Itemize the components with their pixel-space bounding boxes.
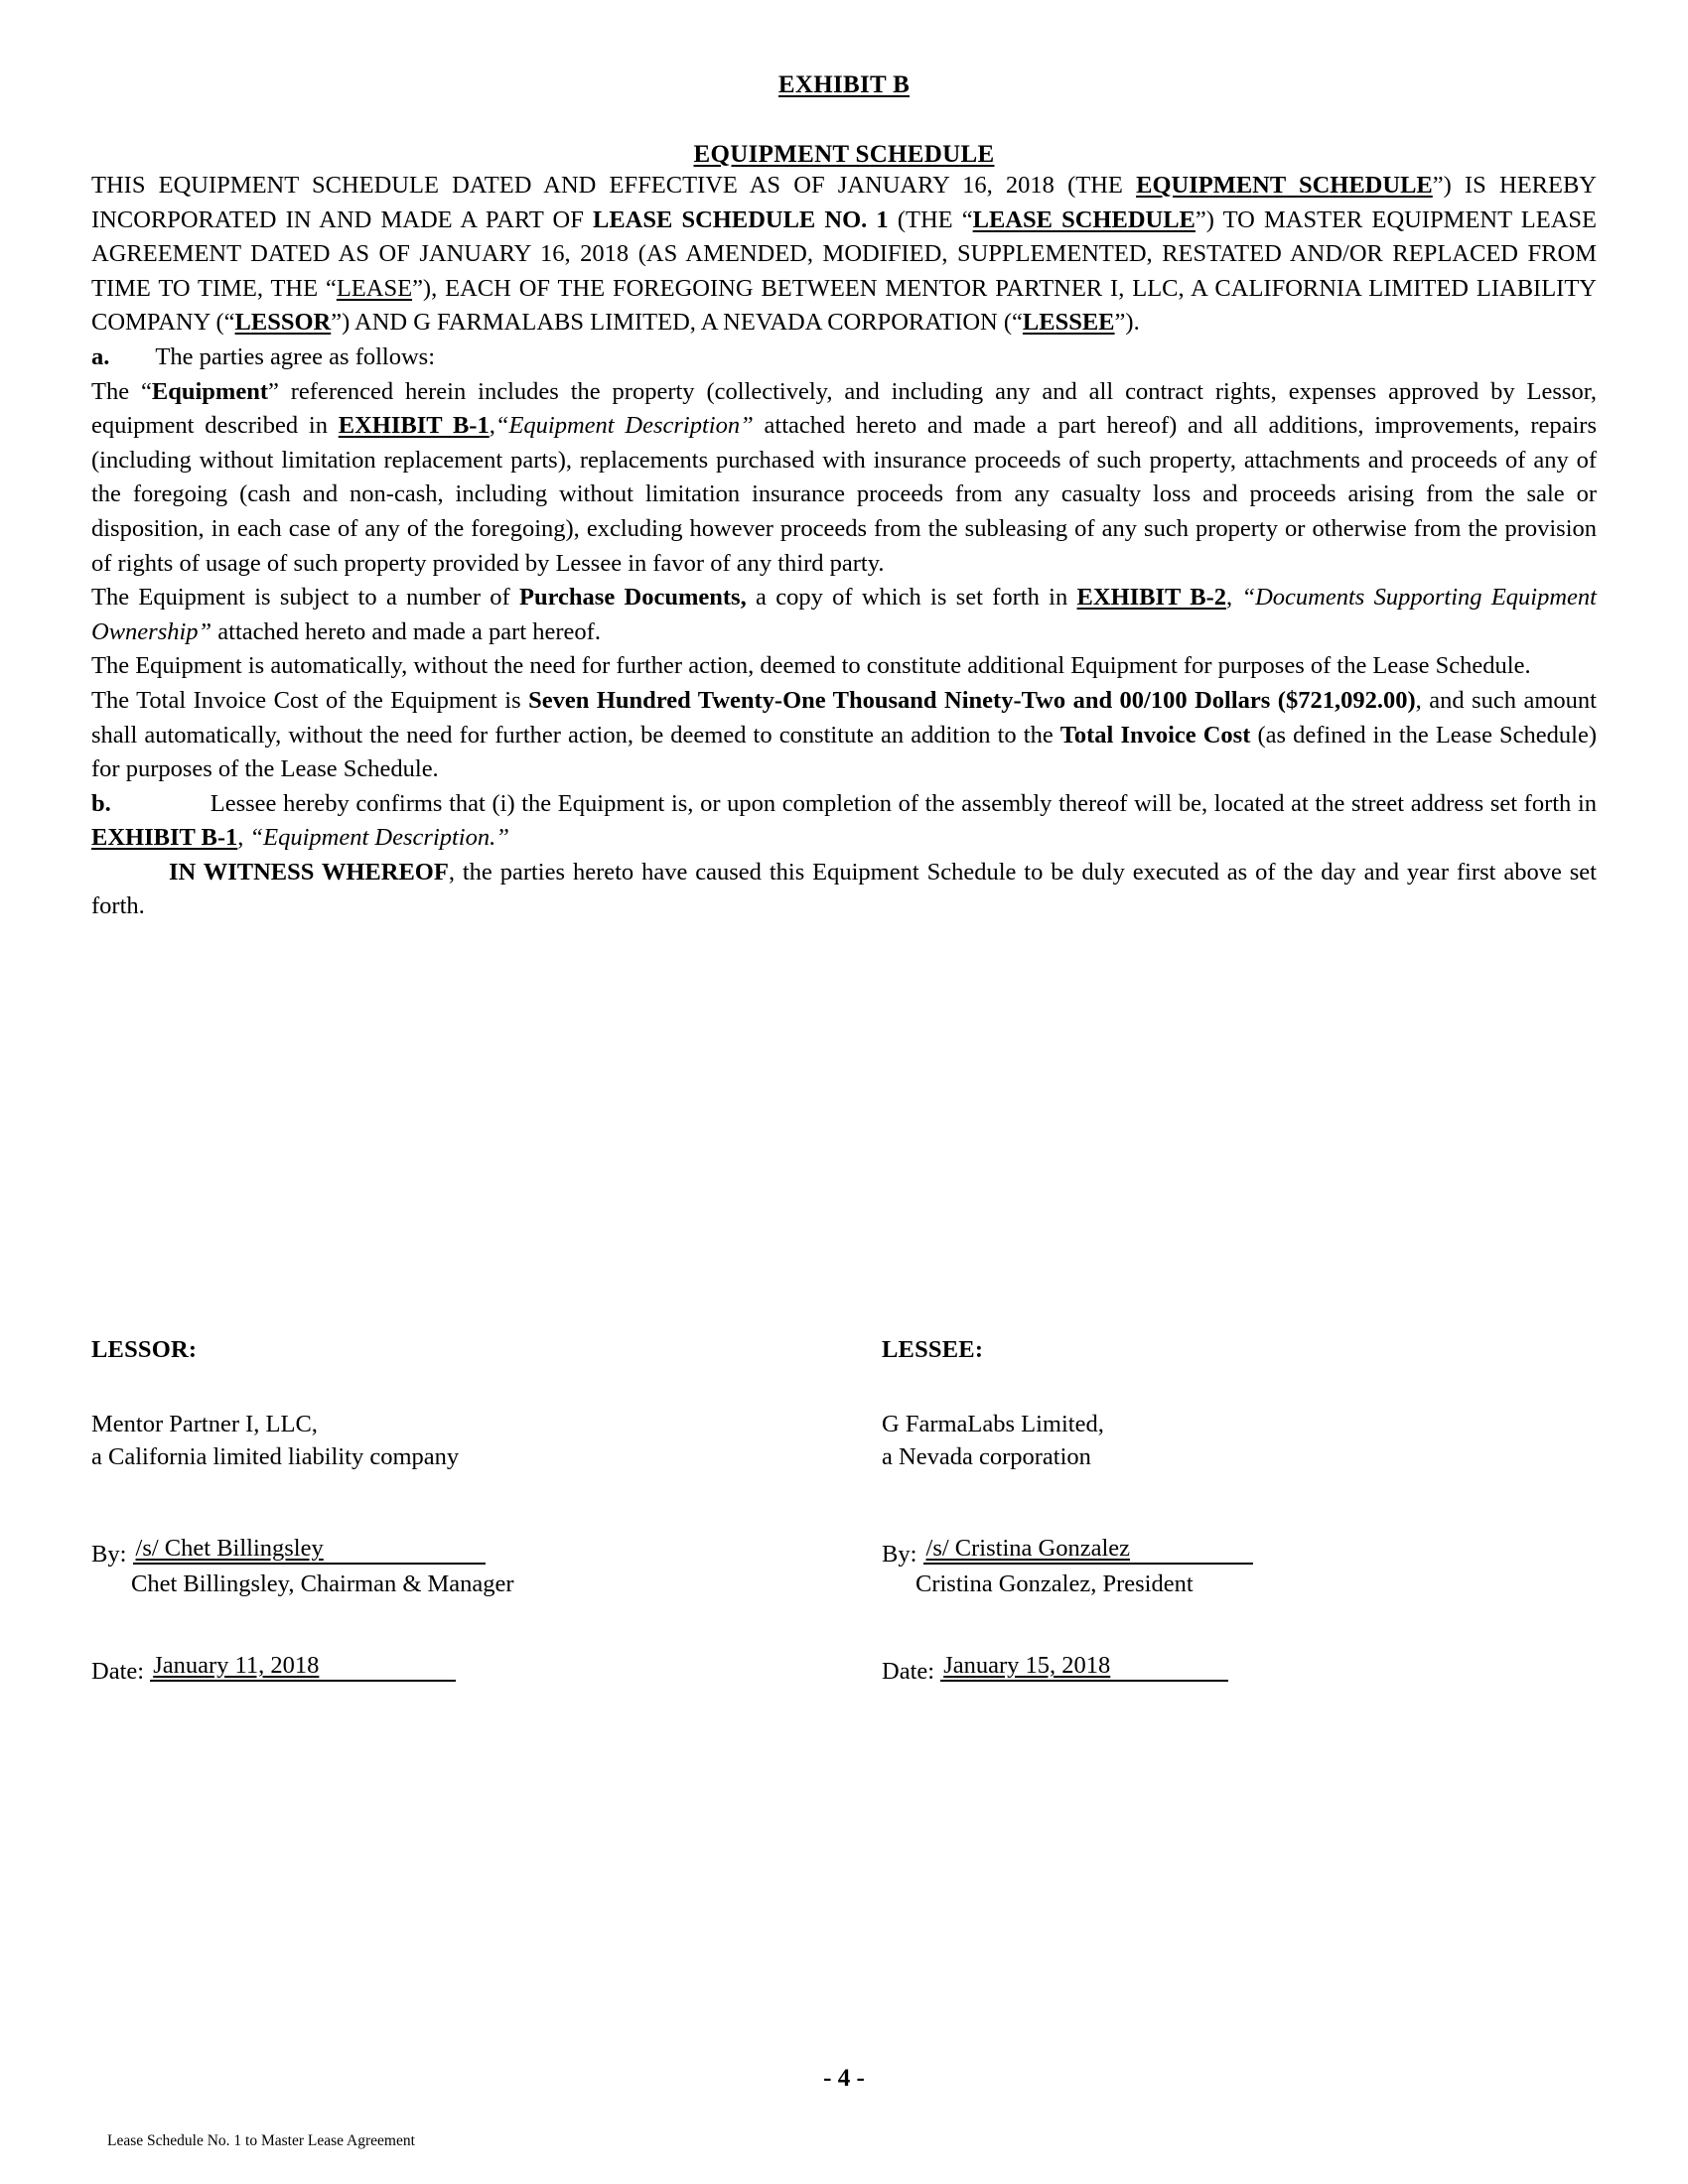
lessee-signature-value: /s/ Cristina Gonzalez <box>925 1535 1131 1562</box>
lessor-date-value: January 11, 2018 <box>153 1652 320 1679</box>
lessee-by-row <box>882 1535 1597 1569</box>
purchase-text-1: The Equipment is subject to a number of <box>91 584 520 612</box>
intro-text-1: THIS EQUIPMENT SCHEDULE DATED AND EFFECTIVE AS OF JANUARY 16, 2018 (THE <box>91 172 1137 199</box>
lessee-date-label: Date: <box>882 1658 935 1685</box>
term-total-invoice-cost: Total Invoice Cost <box>1059 721 1251 749</box>
in-witness-whereof-lead: IN WITNESS WHEREOF <box>169 858 449 886</box>
term-equipment: Equipment <box>151 377 268 405</box>
purchase-text-3: , <box>1226 584 1242 612</box>
lessor-by-row <box>91 1535 844 1569</box>
page-subtitle <box>91 141 1597 169</box>
item-b-paragraph <box>91 787 1597 856</box>
item-a-label: a. <box>91 342 110 370</box>
lessor-signature-value: /s/ Chet Billingsley <box>135 1535 324 1562</box>
page-title <box>91 71 1597 99</box>
intro-text-4: ”) TO MASTER EQUIPMENT LEASE AGREEMENT DATED AS OF JANUARY 16, 2018 (AS AMENDED, MODIFIED, SUPPLEMENTED, RESTATED AND/OR REPLACED FROM TIME TO TIME, THE “ <box>91 205 1597 302</box>
lessee-entity-line-1: G FarmaLabs Limited, <box>882 1411 1104 1437</box>
document-content <box>91 71 1597 924</box>
equipment-text-4: attached hereto and made a part hereof) and all additions, improvements, repairs (including without limitation replacement parts), replacements purchased with insurance proceeds of such property, attachments and proceeds of any of the foregoing (cash and non-cash, including without limitation insurance proceeds from any casualty loss and proceeds arising from the sale or disposition, in each case of any of the foregoing), excluding however proceeds from the subleasing of any such property or otherwise from the provision of rights of usage of such property provided by Lessee in favor of any third party. <box>91 412 1597 577</box>
lessor-date-label: Date: <box>91 1658 145 1685</box>
lessee-entity-line-2: a Nevada corporation <box>882 1443 1091 1470</box>
total-invoice-cost-paragraph <box>91 684 1597 787</box>
item-a-text: The parties agree as follows: <box>155 342 436 370</box>
lessee-date-row <box>882 1652 1597 1686</box>
lessor-signature-line[interactable] <box>133 1535 486 1565</box>
lessor-entity-line-2: a California limited liability company <box>91 1443 460 1470</box>
term-lessor: LESSOR <box>234 309 332 337</box>
lessor-date-line[interactable] <box>150 1652 456 1682</box>
item-a-paragraph <box>91 341 1597 375</box>
lessee-date-value: January 15, 2018 <box>943 1652 1111 1679</box>
exhibit-b2-reference: EXHIBIT B-2 <box>1076 584 1227 612</box>
lessor-name-title: Chet Billingsley, Chairman & Manager <box>131 1570 514 1597</box>
footer-note: Lease Schedule No. 1 to Master Lease Agreement <box>107 2132 415 2149</box>
intro-text-3: (THE “ <box>888 205 973 233</box>
invoice-amount: Seven Hundred Twenty-One Thousand Ninety-Two and 00/100 Dollars ($721,092.00) <box>528 686 1416 714</box>
automatic-text: The Equipment is automatically, without the need for further action, deemed to constitute additional Equipment for purposes of the Lease Schedule. <box>91 652 1531 680</box>
term-equipment-schedule: EQUIPMENT SCHEDULE <box>1136 172 1433 199</box>
quote-documents-supporting: “Documents Supporting Equipment Ownership” <box>91 584 1597 645</box>
item-b-text-1: Lessee hereby confirms that (i) the Equipment is, or upon completion of the assembly thereof will be, located at the street address set forth in <box>210 789 1597 817</box>
quote-equipment-description-2: “Equipment Description.” <box>249 824 509 852</box>
witness-paragraph <box>91 856 1597 924</box>
lessor-date-row <box>91 1652 844 1686</box>
witness-text: , the parties hereto have caused this Equipment Schedule to be duly executed as of the day and year first above set forth. <box>91 858 1597 920</box>
quote-equipment-description: “Equipment Description” <box>494 412 754 440</box>
purchase-documents-paragraph <box>91 581 1597 649</box>
page-subtitle-text: EQUIPMENT SCHEDULE <box>693 141 995 168</box>
intro-paragraph <box>91 169 1597 341</box>
lessee-date-line[interactable] <box>940 1652 1228 1682</box>
lessor-by-label: By: <box>91 1541 127 1568</box>
invoice-text-3: (as defined in the Lease Schedule) for purposes of the Lease Schedule. <box>91 721 1598 783</box>
signature-block <box>91 1336 1597 1686</box>
intro-text-2: ”) IS HEREBY INCORPORATED IN AND MADE A PART OF <box>91 172 1598 233</box>
equipment-text-3: , <box>489 412 495 440</box>
intro-text-7: ”). <box>1114 309 1140 337</box>
term-purchase-documents: Purchase Documents, <box>519 584 747 612</box>
invoice-text-1: The Total Invoice Cost of the Equipment is <box>91 686 529 714</box>
item-b-text-2: , <box>237 824 250 852</box>
equipment-text-2: ” referenced herein includes the property (collectively, and including any and all contract rights, expenses approved by Lessor, equipment described in <box>91 377 1598 440</box>
signature-headings-row <box>91 1336 1597 1686</box>
purchase-text-2: a copy of which is set forth in <box>746 584 1077 612</box>
term-lease-schedule-no1: LEASE SCHEDULE NO. 1 <box>592 205 889 233</box>
exhibit-b1-reference-2: EXHIBIT B-1 <box>91 824 238 852</box>
intro-text-6: ”) AND G FARMALABS LIMITED, A NEVADA CORPORATION (“ <box>331 309 1023 337</box>
term-lessee: LESSEE <box>1022 309 1115 337</box>
item-b-label: b. <box>91 789 111 817</box>
lessee-heading: LESSEE: <box>882 1336 984 1363</box>
exhibit-b1-reference: EXHIBIT B-1 <box>338 412 490 440</box>
page-number: - 4 - <box>823 2065 865 2092</box>
lessee-column <box>844 1336 1597 1686</box>
equipment-text-1: The “ <box>91 377 152 405</box>
lessee-signature-line[interactable] <box>923 1535 1253 1565</box>
lessor-heading: LESSOR: <box>91 1336 198 1363</box>
term-lease: LEASE <box>336 274 413 302</box>
lessee-entity <box>882 1408 1597 1473</box>
term-lease-schedule: LEASE SCHEDULE <box>972 205 1196 233</box>
lessor-entity-line-1: Mentor Partner I, LLC, <box>91 1411 318 1437</box>
intro-text-5: ”), EACH OF THE FOREGOING BETWEEN MENTOR PARTNER I, LLC, A CALIFORNIA LIMITED LIABILITY COMPANY (“ <box>91 274 1597 337</box>
page-title-text: EXHIBIT B <box>777 71 911 98</box>
lessor-entity <box>91 1408 844 1473</box>
lessee-by-label: By: <box>882 1541 917 1568</box>
purchase-text-4: attached hereto and made a part hereof. <box>211 617 601 645</box>
invoice-text-2: , and such amount shall automatically, without the need for further action, be deemed to constitute an addition to the <box>91 686 1597 749</box>
automatic-equipment-paragraph <box>91 649 1597 684</box>
equipment-definition-paragraph <box>91 375 1597 582</box>
lessor-column <box>91 1336 844 1686</box>
lessee-name-title: Cristina Gonzalez, President <box>915 1570 1194 1597</box>
